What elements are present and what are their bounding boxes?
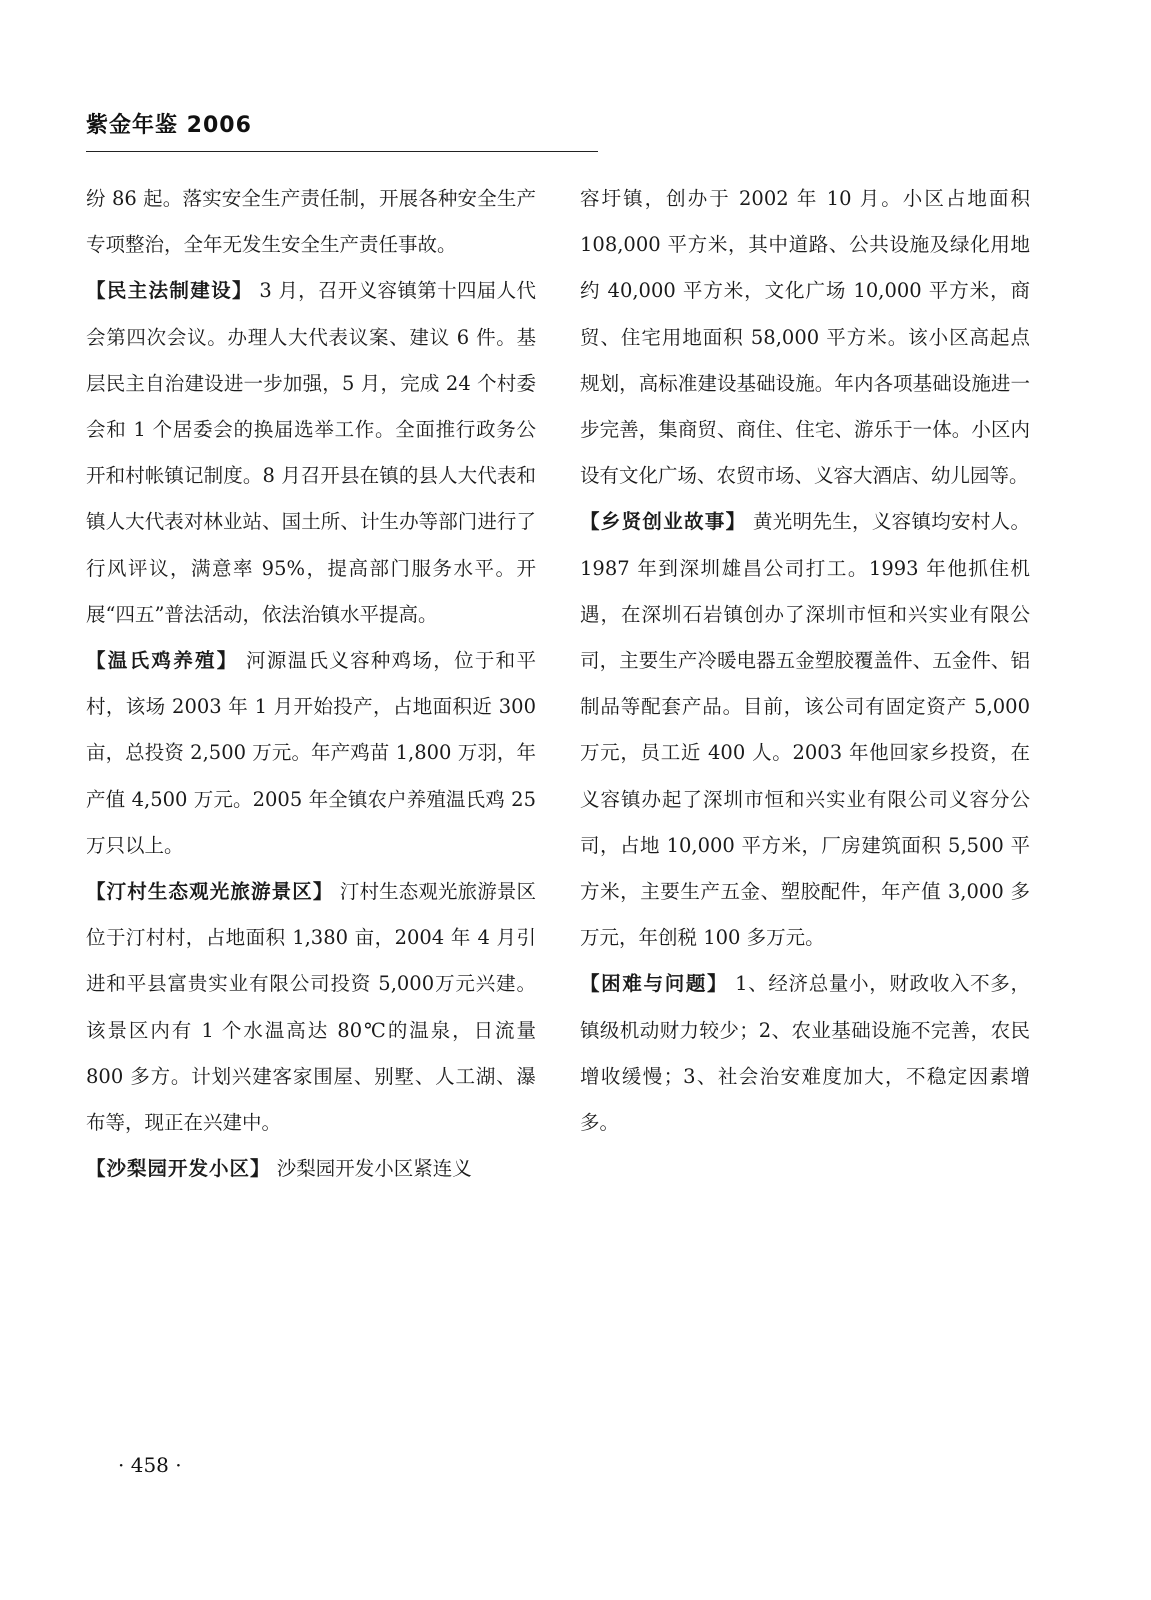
- section-minzhu-fazhi: [86, 268, 536, 638]
- header-rule: [86, 151, 598, 152]
- section-heading: 【沙梨园开发小区】: [86, 1157, 271, 1181]
- running-title: 紫金年鉴 2006: [86, 113, 252, 138]
- right-column: [580, 176, 1030, 1146]
- section-body: 3 月，召开义容镇第十四届人代会第四次会议。办理人大代表议案、建议 6 件。基层民主自治建设进一步加强，5 月，完成 24 个村委会和 1 个居委会的换届选举工作。全面推行政务公开和村帐镇记制度。8 月召开县在镇的县人大代表和镇人大代表对林业站、国土所、计生办等部门进行了行风评议，满意率 95%，提高部门服务水平。开展“四五”普法活动，依法治镇水平提高。: [86, 279, 536, 626]
- section-body: 1、经济总量小，财政收入不多，镇级机动财力较少；2、农业基础设施不完善，农民增收缓慢；3、社会治安难度加大，不稳定因素增多。: [580, 972, 1030, 1135]
- continuation-paragraph: 容圩镇，创办于 2002 年 10 月。小区占地面积 108,000 平方米，其中道路、公共设施及绿化用地约 40,000 平方米，文化广场 10,000 平方米，商贸、住宅用地面积 58,000 平方米。该小区高起点规划，高标准建设基础设施。年内各项基础设施进一步完善，集商贸、商住、住宅、游乐于一体。小区内设有文化广场、农贸市场、义容大酒店、幼儿园等。: [580, 187, 1030, 488]
- section-body: 河源温氏义容种鸡场，位于和平村，该场 2003 年 1 月开始投产，占地面积近 300 亩，总投资 2,500 万元。年产鸡苗 1,800 万羽，年产值 4,500 万元。2005 年全镇农户养殖温氏鸡 25 万只以上。: [86, 649, 536, 857]
- section-heading: 【困难与问题】: [580, 972, 729, 996]
- continuation-paragraph: 纷 86 起。落实安全生产责任制，开展各种安全生产专项整治，全年无发生安全生产责任事故。: [86, 187, 536, 257]
- page-number: · 458 ·: [118, 1453, 182, 1477]
- section-heading: 【民主法制建设】: [86, 279, 253, 303]
- section-heading: 【温氏鸡养殖】: [86, 649, 239, 673]
- section-heading: 【汀村生态观光旅游景区】: [86, 880, 334, 904]
- section-tingcun-lvyou: [86, 869, 536, 1146]
- section-shaliyuan: [86, 1146, 536, 1192]
- left-column: [86, 176, 536, 1192]
- section-wenshi-ji: [86, 638, 536, 869]
- section-body: 沙梨园开发小区紧连义: [276, 1157, 472, 1181]
- section-kunnan-wenti: [580, 961, 1030, 1146]
- section-xiangxian-chuangye: [580, 499, 1030, 961]
- section-heading: 【乡贤创业故事】: [580, 510, 747, 534]
- section-body: 汀村生态观光旅游景区位于汀村村，占地面积 1,380 亩，2004 年 4 月引进和平县富贵实业有限公司投资 5,000万元兴建。该景区内有 1 个水温高达 80℃的温泉，日流量 800 多方。计划兴建客家围屋、别墅、人工湖、瀑布等，现正在兴建中。: [86, 880, 536, 1135]
- section-body: 黄光明先生，义容镇均安村人。1987 年到深圳雄昌公司打工。1993 年他抓住机遇，在深圳石岩镇创办了深圳市恒和兴实业有限公司，主要生产冷暖电器五金塑胶覆盖件、五金件、铝制品等配套产品。目前，该公司有固定资产 5,000 万元，员工近 400 人。2003 年他回家乡投资，在义容镇办起了深圳市恒和兴实业有限公司义容分公司，占地 10,000 平方米，厂房建筑面积 5,500 平方米，主要生产五金、塑胶配件，年产值 3,000 多万元，年创税 100 多万元。: [580, 510, 1030, 950]
